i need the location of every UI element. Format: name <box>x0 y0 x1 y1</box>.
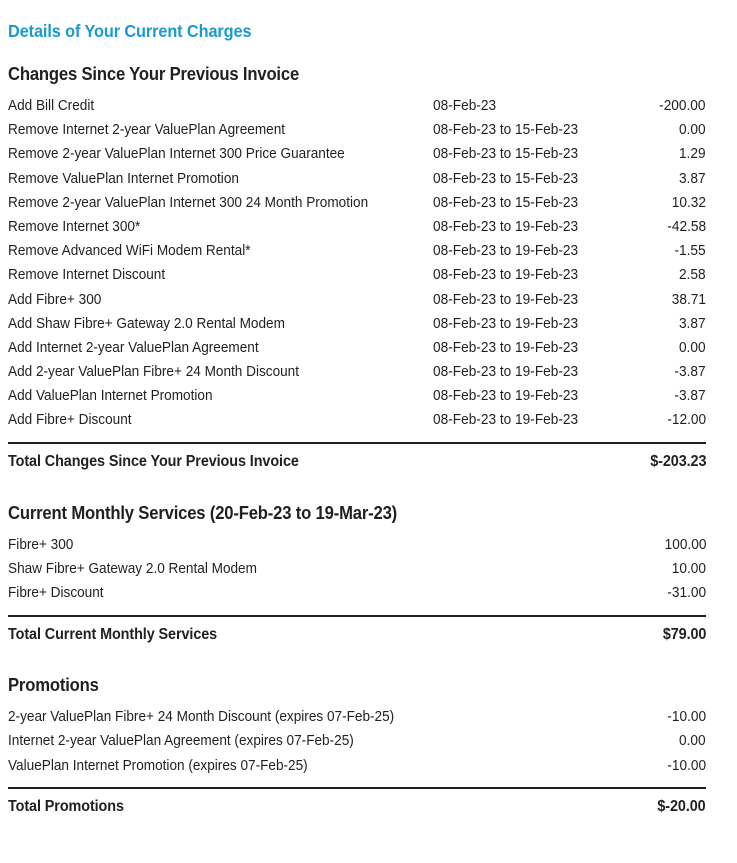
row-description: Fibre+ 300 <box>8 536 74 553</box>
row-amount: 100.00 <box>664 535 706 553</box>
row-amount: 2.58 <box>679 266 706 284</box>
row-amount: -10.00 <box>667 756 706 774</box>
total-label: Total Changes Since Your Previous Invoice <box>8 452 299 470</box>
table-row <box>8 316 706 340</box>
monthly-services-table <box>8 537 706 610</box>
section-heading-changes: Changes Since Your Previous Invoice <box>8 63 300 84</box>
total-amount: $-20.00 <box>657 797 706 815</box>
row-description: Remove ValuePlan Internet Promotion <box>8 170 239 187</box>
row-date: 08-Feb-23 to 19-Feb-23 <box>433 363 579 381</box>
table-row <box>8 219 706 243</box>
row-date: 08-Feb-23 to 15-Feb-23 <box>433 121 579 139</box>
row-date: 08-Feb-23 to 19-Feb-23 <box>433 242 579 260</box>
row-amount: -200.00 <box>659 97 706 114</box>
row-amount: -12.00 <box>667 411 706 429</box>
row-description: Shaw Fibre+ Gateway 2.0 Rental Modem <box>8 561 257 578</box>
table-row <box>8 585 706 609</box>
table-row <box>8 195 706 219</box>
row-description: ValuePlan Internet Promotion (expires 07-Feb-25) <box>8 757 308 774</box>
table-row <box>8 733 706 757</box>
row-date: 08-Feb-23 to 19-Feb-23 <box>433 387 579 405</box>
row-amount: -3.87 <box>674 363 706 381</box>
row-description: Add Fibre+ 300 <box>8 291 102 308</box>
row-description: Remove 2-year ValuePlan Internet 300 Price Guarantee <box>8 146 345 163</box>
row-amount: -3.87 <box>674 387 706 405</box>
row-date: 08-Feb-23 to 15-Feb-23 <box>433 145 579 163</box>
promotions-table-body <box>8 709 706 782</box>
table-row <box>8 292 706 316</box>
row-date: 08-Feb-23 to 15-Feb-23 <box>433 169 579 187</box>
page-title: Details of Your Current Charges <box>8 21 252 41</box>
row-date: 08-Feb-23 <box>433 97 497 114</box>
row-amount: -42.58 <box>667 217 706 235</box>
row-amount: 0.00 <box>679 121 706 139</box>
row-description: Fibre+ Discount <box>8 585 104 602</box>
row-date: 08-Feb-23 to 19-Feb-23 <box>433 217 579 235</box>
table-row <box>8 388 706 412</box>
monthly-services-table-body <box>8 537 706 610</box>
row-description: Remove 2-year ValuePlan Internet 300 24 Month Promotion <box>8 194 369 211</box>
row-description: Add Bill Credit <box>8 98 95 114</box>
section-heading-monthly: Current Monthly Services (20-Feb-23 to 19-Mar-23) <box>8 501 398 523</box>
row-description: Remove Internet 2-year ValuePlan Agreement <box>8 122 286 139</box>
row-date: 08-Feb-23 to 19-Feb-23 <box>433 338 579 356</box>
changes-table <box>8 98 706 437</box>
row-description: Add Internet 2-year ValuePlan Agreement <box>8 339 259 356</box>
row-amount: 1.29 <box>679 145 706 163</box>
promotions-table <box>8 709 706 782</box>
row-amount: 0.00 <box>679 338 706 356</box>
row-amount: 3.87 <box>679 314 706 332</box>
row-amount: -1.55 <box>674 242 706 260</box>
row-amount: 38.71 <box>671 290 706 308</box>
total-label: Total Current Monthly Services <box>8 625 218 643</box>
total-row-changes <box>8 444 706 471</box>
row-date: 08-Feb-23 to 15-Feb-23 <box>433 193 579 211</box>
total-amount: $-203.23 <box>649 452 706 470</box>
table-row <box>8 709 706 733</box>
row-description: Add 2-year ValuePlan Fibre+ 24 Month Discount <box>8 364 300 381</box>
row-description: Remove Internet 300* <box>8 218 141 235</box>
table-row <box>8 243 706 267</box>
row-amount: 10.00 <box>671 560 706 578</box>
table-row <box>8 412 706 436</box>
row-amount: -31.00 <box>667 584 706 602</box>
table-row <box>8 561 706 585</box>
table-row <box>8 364 706 388</box>
row-description: Remove Internet Discount <box>8 267 166 284</box>
total-label: Total Promotions <box>8 797 124 815</box>
row-amount: 3.87 <box>679 169 706 187</box>
table-row <box>8 340 706 364</box>
row-description: Internet 2-year ValuePlan Agreement (expires 07-Feb-25) <box>8 733 354 750</box>
row-date: 08-Feb-23 to 19-Feb-23 <box>433 266 579 284</box>
row-amount: -10.00 <box>667 707 706 725</box>
table-row <box>8 267 706 291</box>
table-row <box>8 537 706 561</box>
row-amount: 0.00 <box>679 732 706 750</box>
table-row <box>8 171 706 195</box>
row-date: 08-Feb-23 to 19-Feb-23 <box>433 411 579 429</box>
table-row <box>8 98 706 122</box>
total-row-promotions <box>8 789 706 816</box>
row-description: Add ValuePlan Internet Promotion <box>8 388 213 405</box>
row-amount: 10.32 <box>671 193 706 211</box>
table-row <box>8 758 706 782</box>
section-heading-promotions: Promotions <box>8 673 99 695</box>
table-row <box>8 122 706 146</box>
total-amount: $79.00 <box>662 625 706 643</box>
table-row <box>8 146 706 170</box>
row-description: 2-year ValuePlan Fibre+ 24 Month Discount (expires 07-Feb-25) <box>8 708 395 725</box>
row-description: Remove Advanced WiFi Modem Rental* <box>8 243 251 260</box>
row-date: 08-Feb-23 to 19-Feb-23 <box>433 290 579 308</box>
row-date: 08-Feb-23 to 19-Feb-23 <box>433 314 579 332</box>
row-description: Add Shaw Fibre+ Gateway 2.0 Rental Modem <box>8 315 285 332</box>
total-row-monthly <box>8 617 706 644</box>
row-description: Add Fibre+ Discount <box>8 412 132 429</box>
changes-table-body <box>8 98 706 437</box>
